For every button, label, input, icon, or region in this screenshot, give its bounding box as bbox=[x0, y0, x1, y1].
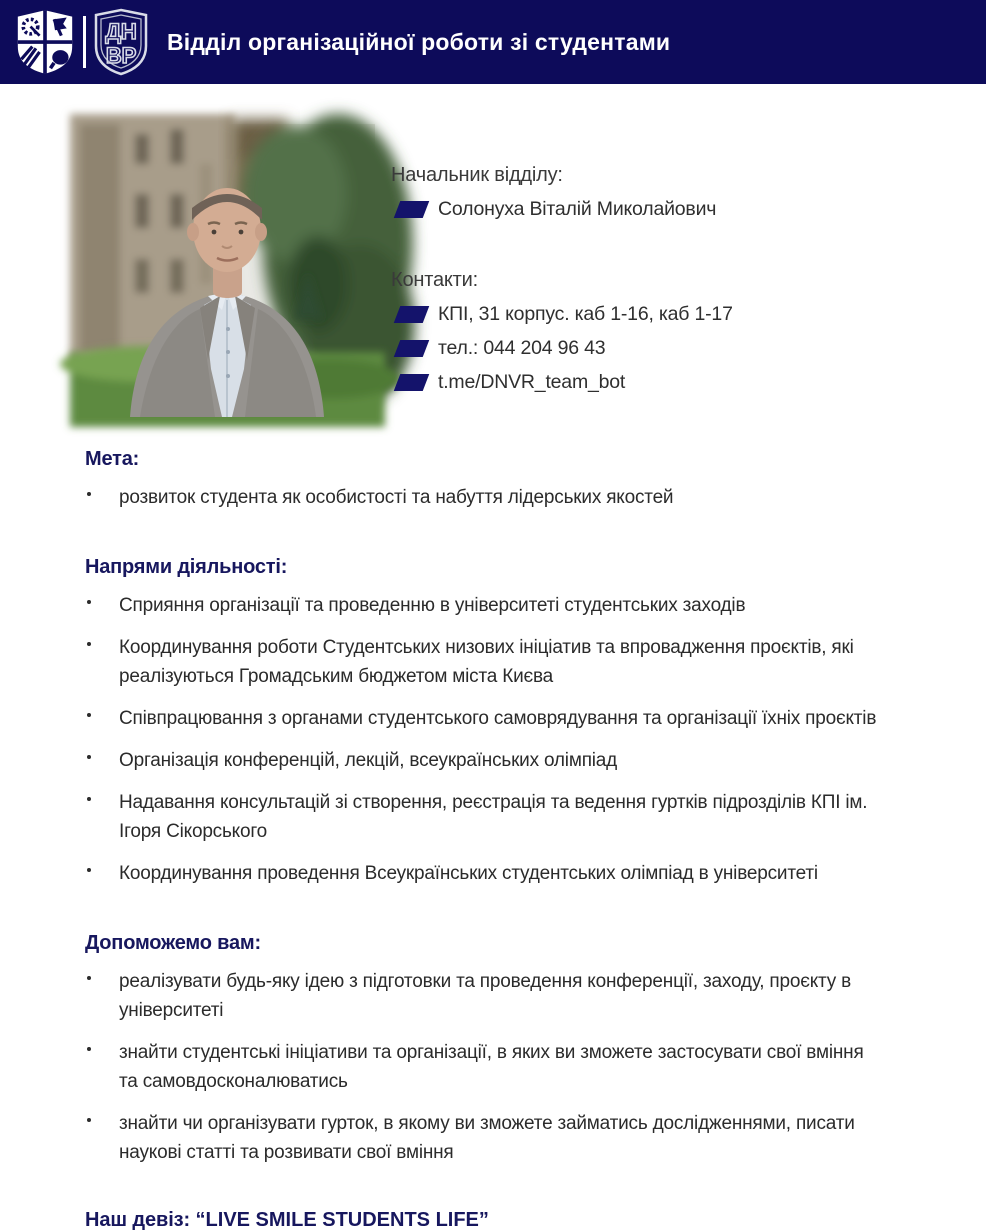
profile-info bbox=[391, 124, 971, 417]
logo-divider bbox=[83, 16, 86, 68]
main-content bbox=[85, 448, 935, 1232]
contact-row-telegram bbox=[391, 371, 971, 394]
hero-section bbox=[80, 124, 971, 417]
parallelogram-marker-icon bbox=[394, 306, 430, 323]
list-item: Надавання консультацій зі створення, реєстрація та ведення гуртків підрозділів КПІ ім. Ігоря Сікорського bbox=[85, 788, 885, 846]
profile-photo bbox=[80, 124, 375, 417]
section-goal-heading: Мета: bbox=[85, 448, 140, 470]
bullet-icon bbox=[87, 713, 91, 717]
head-label: Начальник відділу: bbox=[391, 164, 563, 186]
parallelogram-marker-icon bbox=[394, 374, 430, 391]
list-item: Співпрацювання з органами студентського самоврядування та організації їхніх проєктів bbox=[85, 704, 885, 733]
section-activities-heading: Напрями діяльності: bbox=[85, 556, 288, 578]
bullet-icon bbox=[87, 868, 91, 872]
contact-row-address bbox=[391, 303, 971, 326]
section-goal bbox=[85, 448, 935, 512]
parallelogram-marker-icon bbox=[394, 201, 430, 218]
bullet-icon bbox=[87, 1047, 91, 1051]
list-item: Координування проведення Всеукраїнських студентських олімпіад в університеті bbox=[85, 859, 885, 888]
motto-text: “LIVE SMILE STUDENTS LIFE” bbox=[195, 1209, 489, 1231]
motto-line bbox=[85, 1209, 935, 1232]
list-item: знайти студентські ініціативи та організації, в яких ви зможете застосувати свої вміння та самовдосконалюватись bbox=[85, 1038, 885, 1096]
head-name: Солонуха Віталій Миколайович bbox=[438, 198, 717, 220]
bullet-icon bbox=[87, 600, 91, 604]
head-name-row bbox=[391, 198, 971, 221]
section-help bbox=[85, 932, 935, 1167]
logo-group bbox=[0, 0, 149, 84]
section-help-heading: Допоможемо вам: bbox=[85, 932, 261, 954]
bullet-icon bbox=[87, 642, 91, 646]
bullet-icon bbox=[87, 976, 91, 980]
svg-text:ДН: ДН bbox=[105, 19, 137, 44]
list-item: знайти чи організувати гурток, в якому ви зможете займатись дослідженнями, писати наукові статті та розвивати свої вміння bbox=[85, 1109, 885, 1167]
page-title: Відділ організаційної роботи зі студентами bbox=[167, 28, 671, 55]
contact-phone: тел.: 044 204 96 43 bbox=[438, 337, 606, 359]
list-item: розвиток студента як особистості та набуття лідерських якостей bbox=[85, 483, 885, 512]
contacts-label: Контакти: bbox=[391, 269, 478, 291]
list-item: Сприяння організації та проведенню в університеті студентських заходів bbox=[85, 591, 885, 620]
bullet-icon bbox=[87, 797, 91, 801]
dnvr-logo-icon bbox=[93, 8, 149, 76]
bullet-icon bbox=[87, 755, 91, 759]
list-item: Координування роботи Студентських низових ініціатив та впровадження проєктів, які реалізуються Громадським бюджетом міста Києва bbox=[85, 633, 885, 691]
motto-label: Наш девіз: bbox=[85, 1209, 191, 1231]
section-activities bbox=[85, 556, 935, 888]
parallelogram-marker-icon bbox=[394, 340, 430, 357]
svg-text:ВР: ВР bbox=[105, 43, 137, 68]
bullet-icon bbox=[87, 1118, 91, 1122]
header-bar bbox=[0, 0, 986, 84]
kpi-logo-icon bbox=[16, 7, 74, 77]
contact-address: КПІ, 31 корпус. каб 1-16, каб 1-17 bbox=[438, 303, 733, 325]
bullet-icon bbox=[87, 492, 91, 496]
list-item: реалізувати будь-яку ідею з підготовки та проведення конференції, заходу, проєкту в університеті bbox=[85, 967, 885, 1025]
list-item: Організація конференцій, лекцій, всеукраїнських олімпіад bbox=[85, 746, 885, 775]
contact-telegram-link: t.me/DNVR_team_bot bbox=[438, 371, 626, 393]
contact-row-phone bbox=[391, 337, 971, 360]
